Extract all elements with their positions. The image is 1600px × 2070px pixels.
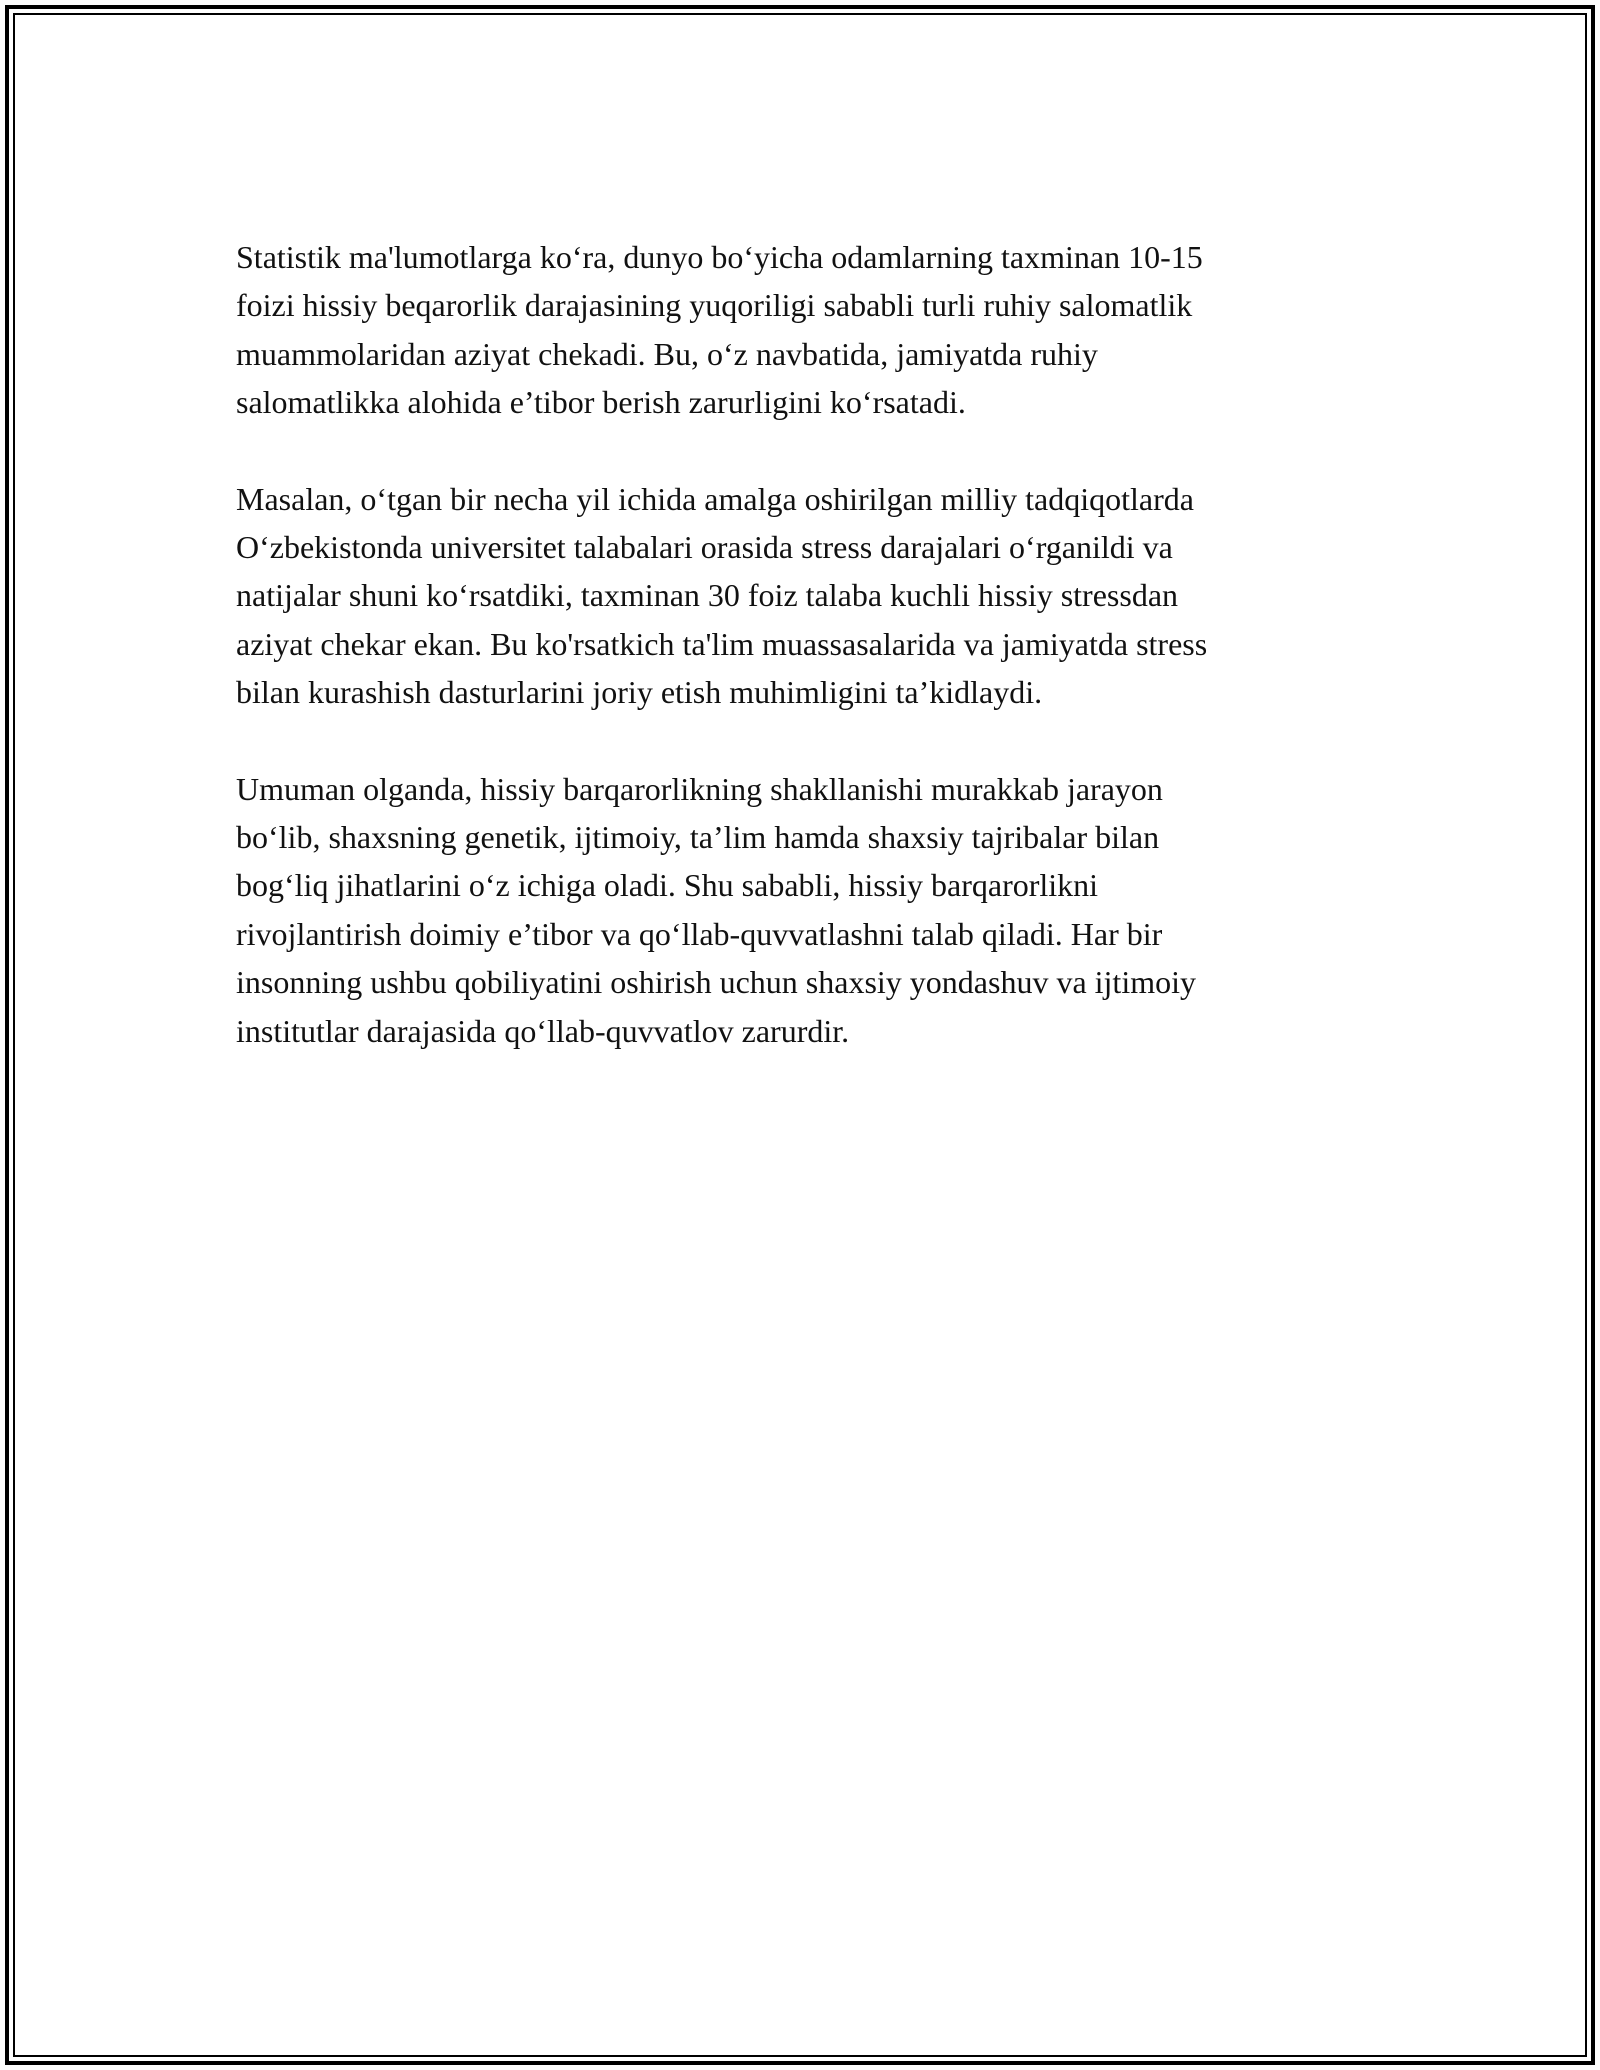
document-body xyxy=(236,233,1366,1103)
paragraph-uzbekistan-study: Masalan, o‘tgan bir necha yil ichida amalga oshirilgan milliy tadqiqotlarda O‘zbekistonda universitet talabalari orasida stress darajalari o‘rganildi va natijalar shuni ko‘rsatdiki, taxminan 30 foiz talaba kuchli hissiy stressdan aziyat chekar ekan. Bu ko'rsatkich ta'lim muassasalarida va jamiyatda stress bilan kurashish dasturlarini joriy etish muhimligini ta’kidlaydi. xyxy=(236,480,1208,711)
paragraph-conclusion: Umuman olganda, hissiy barqarorlikning shakllanishi murakkab jarayon bo‘lib, shaxsning genetik, ijtimoiy, ta’lim hamda shaxsiy tajribalar bilan bog‘liq jihatlarini o‘z ichiga oladi. Shu sababli, hissiy barqarorlikni rivojlantirish doimiy e’tibor va qo‘llab-quvvatlashni talab qiladi. Har bir insonning ushbu qobiliyatini oshirish uchun shaxsiy yondashuv va ijtimoiy institutlar darajasida qo‘llab-quvvatlov zarurdir. xyxy=(236,770,1196,1049)
paragraph-statistics: Statistik ma'lumotlarga ko‘ra, dunyo bo‘yicha odamlarning taxminan 10-15 foizi hissiy beqarorlik darajasining yuqoriligi sababli turli ruhiy salomatlik muammolaridan aziyat chekadi. Bu, o‘z navbatida, jamiyatda ruhiy salomatlikka alohida e’tibor berish zarurligini ko‘rsatadi. xyxy=(236,239,1203,421)
